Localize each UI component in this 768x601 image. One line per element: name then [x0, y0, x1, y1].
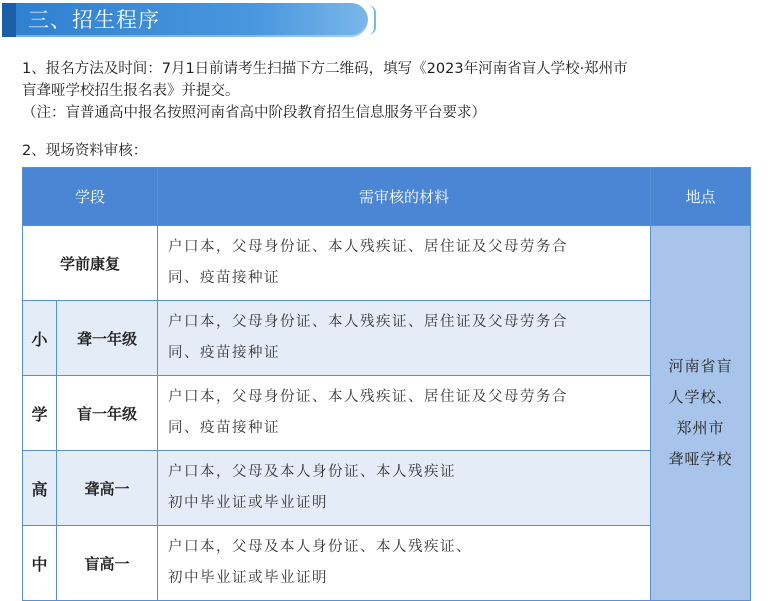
table-row	[23, 301, 751, 376]
section-title: 三、招生程序	[28, 8, 160, 32]
materials-line: 户口本，父母及本人身份证、本人残疾证、	[168, 539, 473, 555]
group-primary-top: 小	[23, 301, 57, 376]
table-row	[23, 226, 751, 301]
location-line: 聋哑学校	[668, 450, 733, 468]
materials-line: 户口本，父母身份证、本人残疾证、居住证及父母劳务合	[168, 239, 569, 255]
table-header-row	[23, 168, 751, 226]
table-row	[23, 376, 751, 451]
location-line: 人学校、	[668, 388, 733, 406]
materials-line: 初中毕业证或毕业证明	[168, 570, 329, 586]
materials-line: 初中毕业证或毕业证明	[168, 495, 329, 511]
materials-line: 同、疫苗接种证	[168, 420, 281, 436]
location-cell	[651, 226, 751, 601]
location-line: 河南省盲	[668, 357, 733, 375]
review-materials-table	[22, 167, 751, 601]
materials-line: 同、疫苗接种证	[168, 270, 281, 286]
location-line: 郑州市	[676, 419, 725, 437]
group-high-bottom: 中	[23, 526, 57, 601]
header-level: 学段	[23, 168, 158, 226]
level-blind-high1: 盲高一	[57, 526, 158, 601]
level-blind-grade1: 盲一年级	[57, 376, 158, 451]
header-materials: 需审核的材料	[158, 168, 651, 226]
table-row	[23, 451, 751, 526]
header-location: 地点	[651, 168, 751, 226]
materials-line: 户口本，父母及本人身份证、本人残疾证	[168, 464, 457, 480]
paragraph-registration-line1: 1、报名方法及时间：7月1日前请考生扫描下方二维码，填写《2023年河南省盲人学校·郑州市	[22, 61, 628, 77]
paragraph-registration-line2: 盲聋哑学校招生报名表》并提交。	[22, 83, 240, 99]
materials-deaf-grade1	[158, 301, 651, 376]
section-banner	[2, 3, 368, 37]
materials-blind-grade1	[158, 376, 651, 451]
materials-deaf-high1	[158, 451, 651, 526]
paragraph-onsite-review: 2、现场资料审核：	[22, 143, 148, 159]
level-preschool: 学前康复	[23, 226, 158, 301]
materials-line: 户口本，父母身份证、本人残疾证、居住证及父母劳务合	[168, 389, 569, 405]
materials-line: 户口本，父母身份证、本人残疾证、居住证及父母劳务合	[168, 314, 569, 330]
materials-line: 同、疫苗接种证	[168, 345, 281, 361]
level-deaf-grade1: 聋一年级	[57, 301, 158, 376]
materials-preschool	[158, 226, 651, 301]
paragraph-note: （注：盲普通高中报名按照河南省高中阶段教育招生信息服务平台要求）	[22, 105, 486, 121]
table-row	[23, 526, 751, 601]
level-deaf-high1: 聋高一	[57, 451, 158, 526]
group-high-top: 高	[23, 451, 57, 526]
materials-blind-high1	[158, 526, 651, 601]
group-primary-bottom: 学	[23, 376, 57, 451]
